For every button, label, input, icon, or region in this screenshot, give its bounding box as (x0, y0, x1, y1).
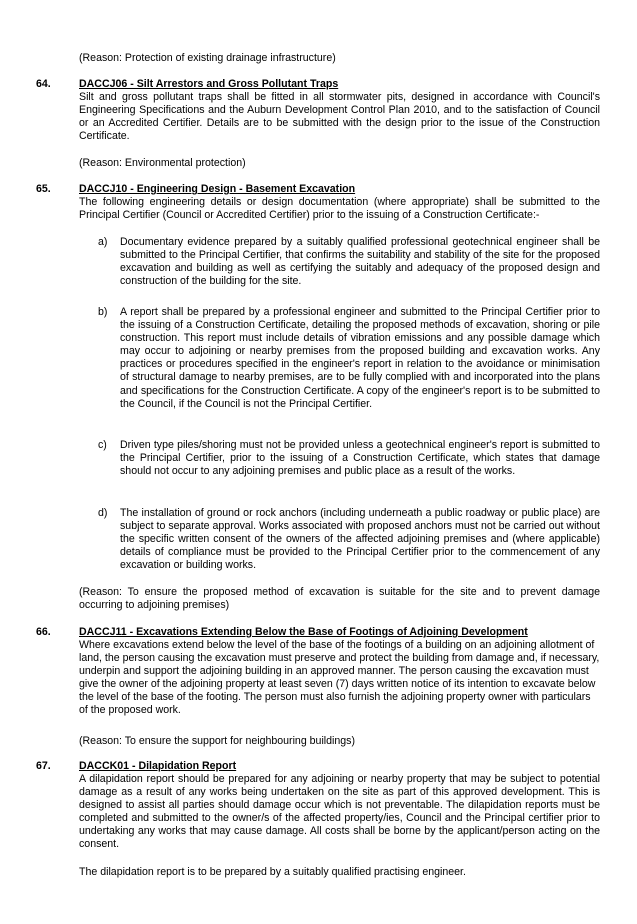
condition-65-item-b (98, 306, 600, 411)
condition-67-heading: DACCK01 - Dilapidation Report (79, 760, 237, 772)
condition-66-number: 66. (36, 626, 51, 638)
item-label: a) (98, 236, 108, 248)
condition-64-reason: (Reason: Environmental protection) (79, 157, 246, 169)
condition-64-heading: DACCJ06 - Silt Arrestors and Gross Pollutant Traps (79, 78, 339, 90)
item-label: b) (98, 306, 108, 318)
condition-65-number: 65. (36, 183, 51, 195)
condition-67-number: 67. (36, 760, 51, 772)
condition-64-number: 64. (36, 78, 51, 90)
item-text: The installation of ground or rock anchors (including underneath a public roadway or public place) are subject to separate approval. Works associated with proposed anchors must not be carried out without the specific written consent of the owners of the affected adjoining premises and (where applicable) details of compliance must be provided to the Principal Certifier prior to the commencement of any excavation or building works. (120, 507, 600, 572)
condition-67-text-2: The dilapidation report is to be prepared by a suitably qualified practising engineer. (79, 866, 466, 878)
condition-66-heading: DACCJ11 - Excavations Extending Below the Base of Footings of Adjoining Development (79, 626, 528, 638)
item-label: c) (98, 439, 107, 451)
condition-65-reason: (Reason: To ensure the proposed method of excavation is suitable for the site and to prevent damage occurring to adjoining premises) (79, 586, 600, 612)
condition-65-item-c (98, 439, 600, 478)
condition-65-item-d (98, 507, 600, 572)
condition-67-text: A dilapidation report should be prepared for any adjoining or nearby property that may be subject to potential damage as a result of any works being undertaken on the site as part of this approved development. This is designed to assist all parties should damage occur which is not preventable. The dilapidation reports must be completed and submitted to the owner/s of the affected property/ies, Council and the Principal certifier prior to undertaking any works that may cause damage. All costs shall be borne by the applicant/person acting on the consent. (79, 773, 600, 851)
item-text: Documentary evidence prepared by a suitably qualified professional geotechnical engineer shall be submitted to the Principal Certifier, that confirms the suitability and stability of the site for the proposed excavation and building as well as certifying the suitably and adequacy of the proposed design and construction of the building for the site. (120, 236, 600, 288)
item-text: Driven type piles/shoring must not be provided unless a geotechnical engineer's report is submitted to the Principal Certifier, prior to the issuing of a Construction Certificate, which states that damage should not occur to any adjoining premises and public place as a result of the works. (120, 439, 600, 478)
condition-64-text: Silt and gross pollutant traps shall be fitted in all stormwater pits, designed in accordance with Council's Engineering Specifications and the Auburn Development Control Plan 2010, and to the satisfaction of Council or an Accredited Certifier. Details are to be submitted with the design prior to the issue of the Construction Certificate. (79, 91, 600, 143)
condition-65-text: The following engineering details or design documentation (where appropriate) shall be submitted to the Principal Certifier (Council or Accredited Certifier) prior to the issuing of a Construction Certificate:- (79, 196, 600, 222)
condition-65-heading: DACCJ10 - Engineering Design - Basement Excavation (79, 183, 356, 195)
condition-66-reason: (Reason: To ensure the support for neighbouring buildings) (79, 735, 356, 747)
item-label: d) (98, 507, 108, 519)
condition-66-text: Where excavations extend below the level of the base of the footings of a building on an adjoining allotment of land, the person causing the excavation must preserve and protect the building from damage and, if necessary, underpin and support the adjoining building in an approved manner. The person causing the excavation must give the owner of the adjoining property at least seven (7) days written notice of its intention to excavate below the level of the base of the footing. The person must also furnish the adjoining property owner with particulars of the proposed work. (79, 639, 600, 717)
item-text: A report shall be prepared by a professional engineer and submitted to the Principal Certifier prior to the issuing of a Construction Certificate, detailing the proposed methods of excavation, shoring or pile construction. This report must include details of vibration emissions and any possible damage which may occur to adjoining or nearby premises from the proposed building and excavation works. Any practices or procedures specified in the engineer's report in relation to the avoidance or minimisation of structural damage to nearby premises, are to be fully complied with and incorporated into the plans and specifications for the Construction Certificate. A copy of the engineer's report is to be submitted to the Council, if the Council is not the Principal Certifier. (120, 306, 600, 410)
condition-65-item-a (98, 236, 600, 288)
intro-reason: (Reason: Protection of existing drainage infrastructure) (79, 52, 336, 64)
